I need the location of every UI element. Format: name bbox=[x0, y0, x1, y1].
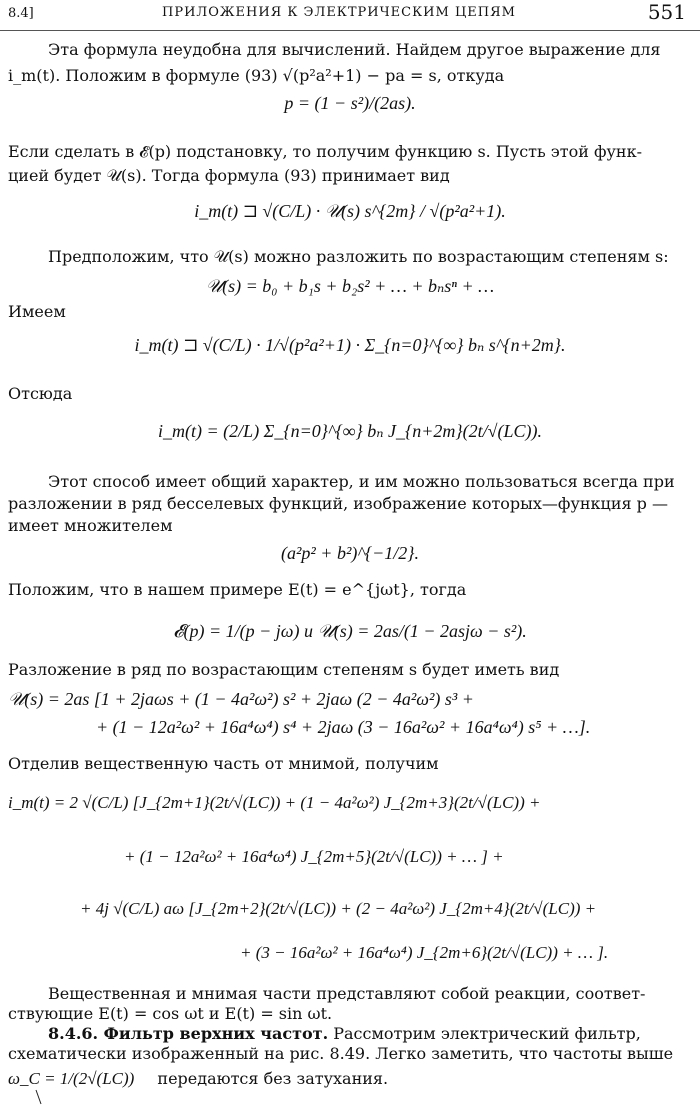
text-line: цией будет 𝒰(s). Тогда формула (93) принимает вид bbox=[8, 166, 450, 185]
formula: 𝓔(p) = 1/(p − jω) и 𝒰(s) = 2as/(1 − 2asjω − s²). bbox=[173, 621, 527, 641]
formula: i_m(t) ⊐ √(C/L) · 1/√(p²a²+1) · Σ_{n=0}^{∞} bₙ s^{n+2m}. bbox=[134, 335, 566, 355]
running-title: ПРИЛОЖЕНИЯ К ЭЛЕКТРИЧЕСКИМ ЦЕПЯМ bbox=[162, 5, 516, 20]
text-line: Этот способ имеет общий характер, и им можно пользоваться всегда при bbox=[48, 472, 675, 491]
formula: (a²p² + b²)^{−1/2}. bbox=[281, 543, 419, 563]
formula-line: + 4j √(C/L) aω [J_{2m+2}(2t/√(LC)) + (2 − 4a²ω²) J_{2m+4}(2t/√(LC)) + bbox=[80, 899, 597, 918]
formula: p = (1 − s²)/(2as). bbox=[284, 93, 416, 113]
text-line: i_m(t). Положим в формуле (93) √(p²a²+1) − pa = s, откуда bbox=[8, 66, 505, 85]
formula: i_m(t) = (2/L) Σ_{n=0}^{∞} bₙ J_{n+2m}(2t/√(LC)). bbox=[158, 421, 542, 441]
text-line: Разложение в ряд по возрастающим степеням s будет иметь вид bbox=[8, 660, 560, 679]
section-number: 8.4] bbox=[8, 6, 34, 21]
text-line: Если сделать в 𝓔(p) подстановку, то получим функцию s. Пусть этой функ- bbox=[8, 142, 643, 161]
text-line: Вещественная и мнимая части представляют собой реакции, соответ- bbox=[48, 984, 646, 1003]
formula-line: + (1 − 12a²ω² + 16a⁴ω⁴) J_{2m+5}(2t/√(LC)) + … ] + bbox=[124, 847, 504, 866]
text-line: ствующие E(t) = cos ωt и E(t) = sin ωt. bbox=[8, 1004, 333, 1023]
subsection-text: Рассмотрим электрический фильтр, bbox=[333, 1024, 641, 1043]
text-line: Положим, что в нашем примере E(t) = e^{jωt}, тогда bbox=[8, 580, 467, 599]
text-line: схематически изображенный на рис. 8.49. Легко заметить, что частоты выше bbox=[8, 1044, 674, 1063]
text-line: Отделив вещественную часть от мнимой, получим bbox=[8, 754, 439, 773]
formula-line: + (1 − 12a²ω² + 16a⁴ω⁴) s⁴ + 2jaω (3 − 16a²ω² + 16a⁴ω⁴) s⁵ + …]. bbox=[96, 717, 591, 737]
text-line: Предположим, что 𝒰(s) можно разложить по возрастающим степеням s: bbox=[48, 247, 669, 266]
formula-line: 𝒰(s) = 2as [1 + 2jaωs + (1 − 4a²ω²) s² + 2jaω (2 − 4a²ω²) s³ + bbox=[8, 689, 474, 709]
text-line: имеет множителем bbox=[8, 516, 173, 535]
formula-line: + (3 − 16a²ω² + 16a⁴ω⁴) J_{2m+6}(2t/√(LC)) + … ]. bbox=[240, 943, 609, 962]
text-line: Имеем bbox=[8, 302, 66, 321]
subsection-heading: 8.4.6. Фильтр верхних частот. bbox=[48, 1024, 329, 1043]
text-line: Отсюда bbox=[8, 384, 73, 403]
formula: 𝒰(s) = b₀ + b₁s + b₂s² + … + bₙsⁿ + … bbox=[205, 276, 495, 296]
formula: i_m(t) ⊐ √(C/L) · 𝒰(s) s^{2m} / √(p²a²+1). bbox=[194, 201, 506, 221]
pen-mark bbox=[36, 1090, 41, 1104]
formula-inline: ω_C = 1/(2√(LC)) bbox=[8, 1069, 135, 1088]
text-line: Эта формула неудобна для вычислений. Найдем другое выражение для bbox=[48, 40, 661, 59]
text-line: разложении в ряд бесселевых функций, изображение которых—функция p — bbox=[8, 494, 668, 513]
text-inline: передаются без затухания. bbox=[157, 1069, 389, 1088]
formula-line: i_m(t) = 2 √(C/L) [J_{2m+1}(2t/√(LC)) + (1 − 4a²ω²) J_{2m+3}(2t/√(LC)) + bbox=[8, 793, 541, 812]
page-number: 551 bbox=[647, 0, 686, 24]
